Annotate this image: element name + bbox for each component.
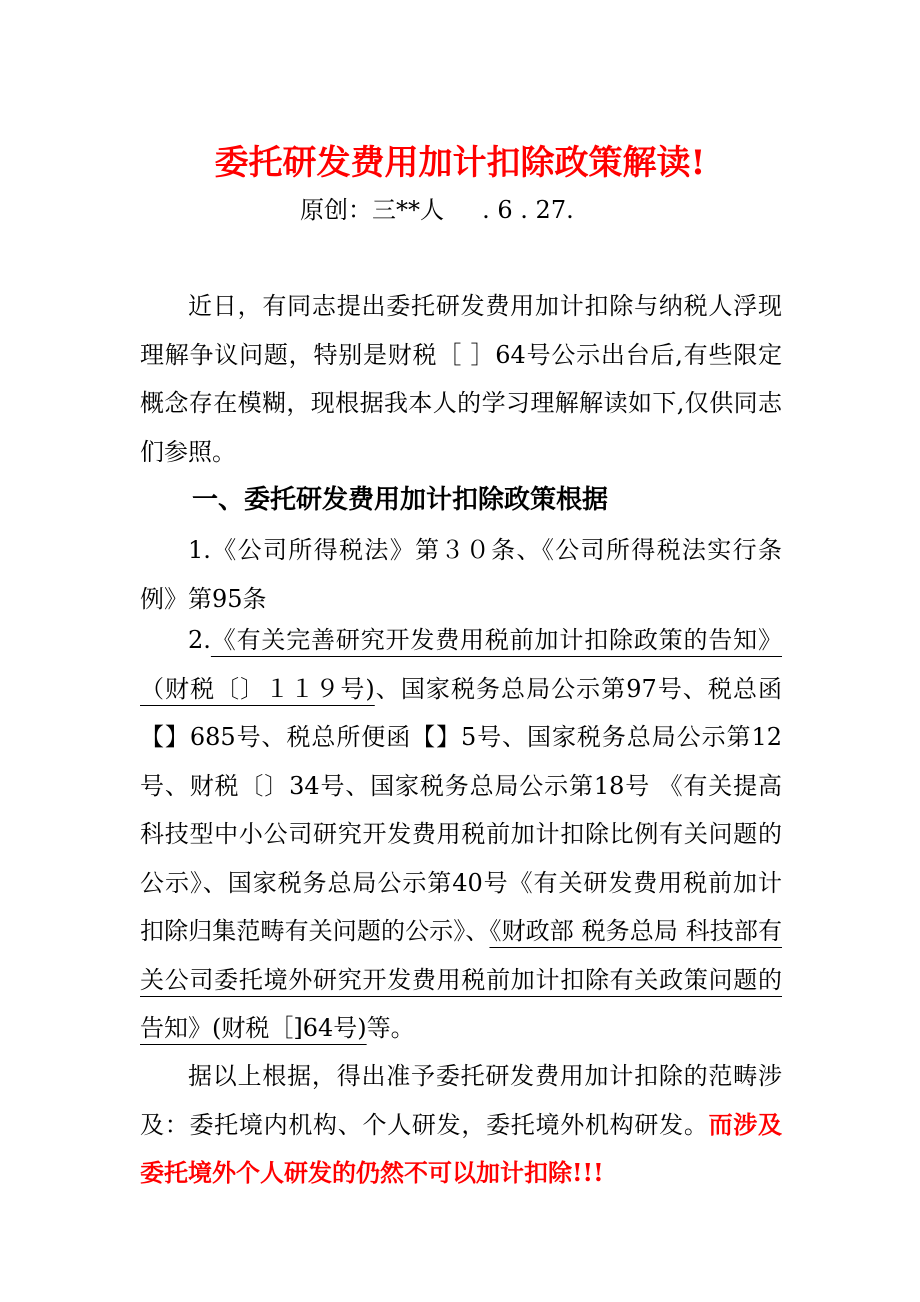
item-2-prefix: 2. xyxy=(188,626,211,654)
document-title: 委托研发费用加计扣除政策解读! xyxy=(214,143,706,183)
conclusion-text: 据以上根据，得出准予委托研发费用加计扣除的范畴涉及：委托境内机构、个人研发，委托境外机构研发。 xyxy=(140,1062,782,1139)
item-2-suffix: 等。 xyxy=(366,1014,415,1042)
document-byline: 原创：三**人 . 6 . 27. xyxy=(300,196,574,224)
item-2-underlined-notice: 《有关完善研究开发费用税前加计扣除政策的告知》（财税〔〕１１９号) xyxy=(140,626,782,703)
basis-item-1: 1.《公司所得税法》第３０条、《公司所得税法实行条例》第95条 xyxy=(140,536,782,613)
item-2-references: 、国家税务总局公示第97号、税总函【】685号、税总所便函【】5号、国家税务总局公示第12号、财税〔〕34号、国家税务总局公示第18号 《有关提高科技型中小公司研究开发费用税前加计扣除比例有关问题的公示》、国家税务总局公示第40号《有关研发费用税前加计扣除归集范畴有关问题的公示》、 xyxy=(140,674,782,945)
section-heading: 一、委托研发费用加计扣除政策根据 xyxy=(192,485,609,515)
intro-paragraph: 近日，有同志提出委托研发费用加计扣除与纳税人浮现理解争议问题，特别是财税［ ］64号公示出台后,有些限定概念存在模糊，现根据我本人的学习理解解读如下,仅供同志们参照。 xyxy=(140,292,782,466)
basis-item-2 xyxy=(140,616,782,1053)
conclusion-paragraph xyxy=(140,1052,782,1198)
conclusion-emphasis: 而涉及委托境外个人研发的仍然不可以加计扣除!!! xyxy=(140,1109,783,1187)
item-2-underlined-notice-64: 《财政部 税务总局 科技部有关公司委托境外研究开发费用税前加计扣除有关政策问题的告知》(财税［]64号) xyxy=(140,917,782,1042)
